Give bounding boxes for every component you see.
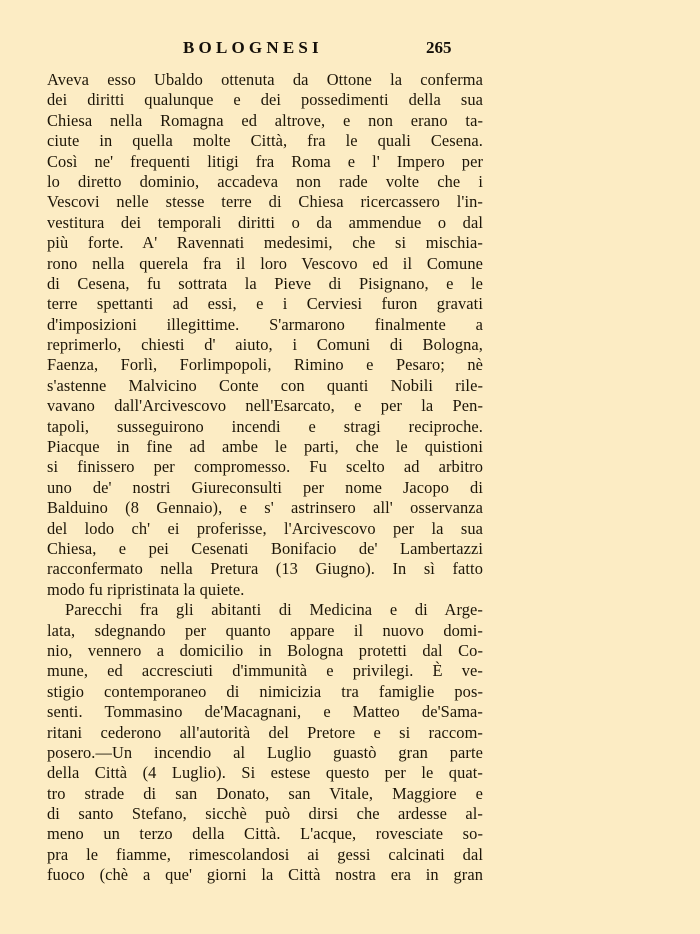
text-line: Faenza, Forlì, Forlimpopoli, Rimino e Pesaro; nè (47, 355, 483, 375)
text-line: rono nella querela fra il loro Vescovo ed il Comune (47, 253, 483, 273)
text-line: Parecchi fra gli abitanti di Medicina e di Arge- (65, 600, 483, 620)
page-header (0, 36, 700, 60)
text-line: uno de' nostri Giureconsulti per nome Jacopo di (47, 477, 483, 497)
text-line: ciute in quella molte Città, fra le quali Cesena. (47, 131, 483, 151)
running-head: BOLOGNESI (183, 38, 323, 57)
text-line: fuoco (chè a que' giorni la Città nostra era in gran (47, 865, 483, 885)
text-line: senti. Tommasino de'Macagnani, e Matteo de'Sama- (47, 702, 483, 722)
text-line: lata, sdegnando per quanto appare il nuovo domi- (47, 620, 483, 640)
text-line: ritani cederono all'autorità del Pretore e si raccom- (47, 722, 483, 742)
text-line: Così ne' frequenti litigi fra Roma e l' Impero per (47, 151, 483, 171)
text-line: Vescovi nelle stesse terre di Chiesa ricercassero l'in- (47, 192, 483, 212)
text-line: di santo Stefano, sicchè può dirsi che ardesse al- (47, 804, 483, 824)
text-line: racconfermato nella Pretura (13 Giugno). In sì fatto (47, 559, 483, 579)
text-line: di Cesena, fu sottrata la Pieve di Pisignano, e le (47, 273, 483, 293)
text-line: pra le fiamme, rimescolandosi ai gessi calcinati dal (47, 844, 483, 864)
text-line: della Città (4 Luglio). Si estese questo per le quat- (47, 763, 483, 783)
text-line: Piacque in fine ad ambe le parti, che le quistioni (47, 437, 483, 457)
paragraph-2 (47, 600, 483, 885)
text-line: Chiesa nella Romagna ed altrove, e non erano ta- (47, 110, 483, 130)
text-line: vestitura dei temporali diritti o da ammendue o dal (47, 212, 483, 232)
text-line: tro strade di san Donato, san Vitale, Maggiore e (47, 783, 483, 803)
text-line: posero.—Un incendio al Luglio guastò gran parte (47, 742, 483, 762)
text-line: del lodo ch' ei proferisse, l'Arcivescovo per la sua (47, 518, 483, 538)
text-line: si finissero per compromesso. Fu scelto ad arbitro (47, 457, 483, 477)
page-number: 265 (426, 38, 452, 57)
text-line: Balduino (8 Gennaio), e s' astrinsero all' osservanza (47, 498, 483, 518)
text-line: modo fu ripristinata la quiete. (47, 579, 245, 599)
text-line: reprimerlo, chiesti d' aiuto, i Comuni di Bologna, (47, 335, 483, 355)
text-line: più forte. A' Ravennati medesimi, che si mischia- (47, 233, 483, 253)
text-line: Aveva esso Ubaldo ottenuta da Ottone la conferma (47, 70, 483, 89)
text-line: lo diretto dominio, accadeva non rade volte che i (47, 171, 483, 191)
text-line: Chiesa, e pei Cesenati Bonifacio de' Lambertazzi (47, 538, 483, 558)
text-line: meno un terzo della Città. L'acque, rovesciate so- (47, 824, 483, 844)
text-line: dei diritti qualunque e dei possedimenti della sua (47, 90, 483, 110)
paragraph-1 (47, 70, 483, 600)
text-line: mune, ed accresciuti d'immunità e privilegi. È ve- (47, 661, 483, 681)
text-line: vavano dall'Arcivescovo nell'Esarcato, e per la Pen- (47, 396, 483, 416)
text-line: terre spettanti ad essi, e i Cerviesi furon gravati (47, 294, 483, 314)
text-line: s'astenne Malvicino Conte con quanti Nobili rile- (47, 375, 483, 395)
body-text (47, 70, 483, 886)
text-line: tapoli, susseguirono incendi e stragi reciproche. (47, 416, 483, 436)
text-line: stigio contemporaneo di nimicizia tra famiglie pos- (47, 681, 483, 701)
text-line: nio, vennero a domicilio in Bologna protetti dal Co- (47, 640, 483, 660)
text-line: d'imposizioni illegittime. S'armarono finalmente a (47, 314, 483, 334)
